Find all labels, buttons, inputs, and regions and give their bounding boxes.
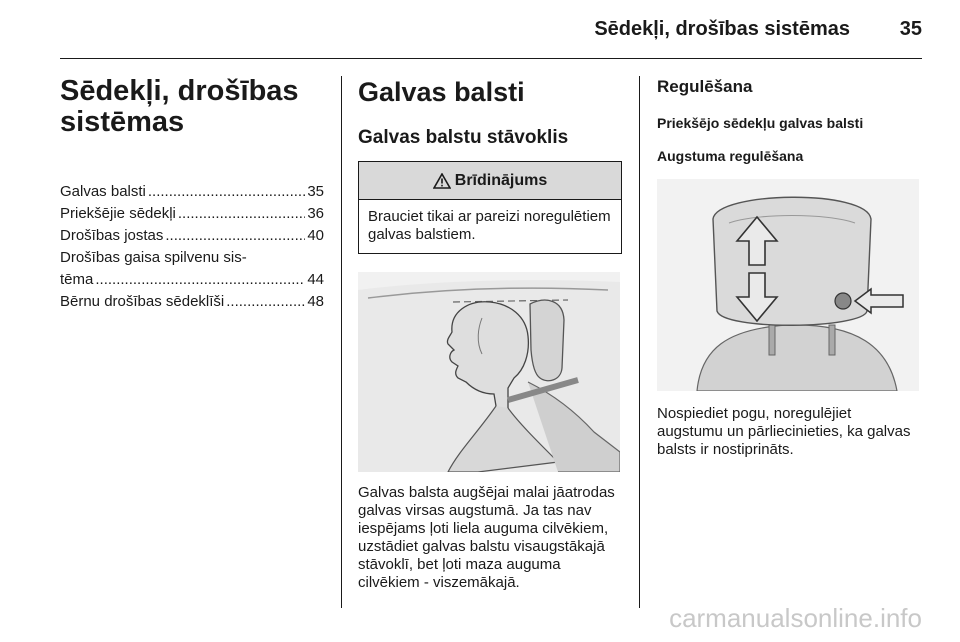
adjustment-subtitle: Priekšējo sēdekļu galvas balsti [657, 115, 864, 131]
warning-title: Brīdinājums [454, 171, 548, 189]
warning-icon [433, 173, 451, 189]
headrest-section [358, 76, 622, 592]
adjustment-body: Nospiediet pogu, noregulējiet augstumu un pārliecinieties, ka galvas balsts ir nostiprināts. [657, 405, 911, 458]
toc-entry-label: Drošības jostas [60, 227, 164, 244]
section-title: Galvas balsti [358, 77, 525, 107]
toc-leader-dots [165, 225, 305, 247]
toc-entry[interactable] [60, 181, 324, 203]
header-rule [60, 58, 922, 59]
toc-entry-page: 36 [307, 205, 324, 222]
toc-entry[interactable] [60, 291, 324, 313]
toc-entry-page: 48 [307, 293, 324, 310]
toc-entry-label: tēma [60, 271, 94, 288]
toc-leader-dots [226, 291, 305, 313]
chapter-column [60, 76, 324, 313]
toc-leader-dots [148, 181, 305, 203]
toc-entry-label-line1: Drošības gaisa spilvenu sis- [60, 249, 247, 266]
height-adjust-heading: Augstuma regulēšana [657, 148, 804, 164]
warning-text: Brauciet tikai ar pareizi noregulētiem galvas balstiem. [368, 208, 611, 243]
toc-leader-dots [178, 203, 305, 225]
adjustment-title: Regulēšana [657, 77, 753, 96]
chapter-title: Sēdekļi, drošības sistēmas [60, 75, 299, 138]
section-subtitle: Galvas balstu stāvoklis [358, 127, 569, 148]
headrest-position-illustration [358, 272, 620, 472]
toc-entry-label: Bērnu drošības sēdeklīši [60, 293, 225, 310]
table-of-contents [60, 181, 324, 313]
toc-entry-page: 40 [307, 227, 324, 244]
column-divider-right [639, 76, 640, 608]
toc-entry[interactable] [60, 225, 324, 247]
section-body: Galvas balsta augšējai malai jāatrodas galvas virsas augstumā. Ja tas nav iespējams ļoti liela auguma cilvēkiem, uzstādiet galvas balstu visaugstākajā stāvoklī, bet ļoti maza auguma cilvēkiem - viszemākajā. [358, 484, 615, 591]
adjustment-section [657, 76, 921, 459]
watermark: carmanualsonline.info [669, 603, 922, 633]
toc-entry-page: 44 [307, 271, 324, 288]
toc-leader-dots [95, 269, 305, 291]
toc-entry[interactable] [60, 203, 324, 225]
toc-entry-label: Galvas balsti [60, 183, 146, 200]
page-number: 35 [899, 18, 922, 40]
running-header-title: Sēdekļi, drošības sistēmas [594, 18, 850, 40]
warning-header [359, 162, 621, 200]
warning-box [358, 161, 622, 254]
toc-entry-page: 35 [307, 183, 324, 200]
toc-entry[interactable] [60, 247, 324, 291]
toc-entry-label: Priekšējie sēdekļi [60, 205, 176, 222]
headrest-height-illustration [657, 179, 919, 391]
column-divider-left [341, 76, 342, 608]
